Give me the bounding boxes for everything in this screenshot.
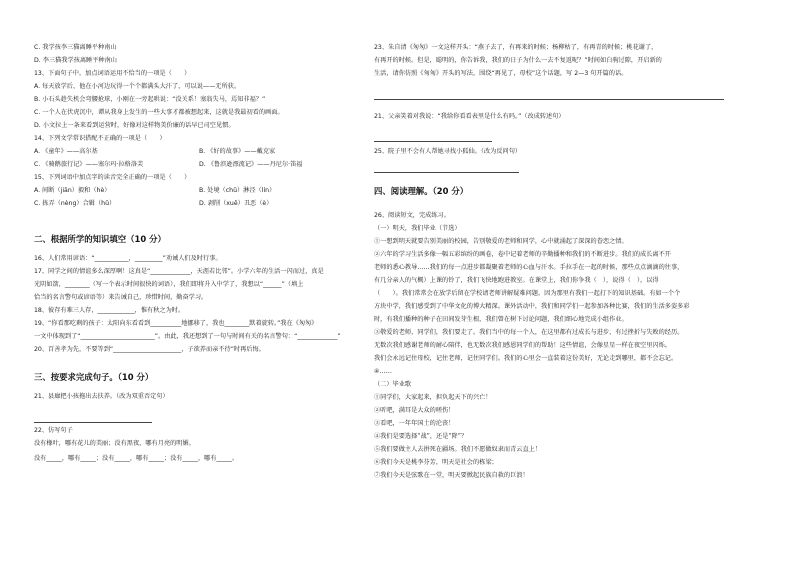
reading-line: （ ）。我们常常会在放学后留在学校请老师讲解疑难问题。因为那里有我们一起打下的知识基础。有如一个个	[374, 290, 681, 297]
question-line: D. 李三猫我学孩离睡平种南山	[34, 57, 117, 64]
question-line: C. 拣弄（nèng）合辑（hǔ）	[34, 200, 116, 207]
reading-line: ①同学们，大家起来，担负起天下的兴亡！	[374, 394, 492, 401]
answer-line[interactable]	[374, 172, 519, 173]
question-line: 没有橡叶，哪有花儿的美丽；没有黑夜，哪有月亮的明媚。	[34, 440, 195, 447]
question-option: B. 处境（chǔ）淋泾（lín）	[199, 187, 276, 194]
reading-line: 老师的悉心教导……我们的每一点进步都凝聚着老师的心血与汗水。手拉手在一起的时候，那些点点滴滴的往事，	[374, 264, 684, 271]
reading-line: ⑤我们要做主人去拼死在疆场。我们不愿做奴隶而青云直上！	[374, 446, 542, 453]
question-line: C. 我学孩李三猫离睡平种南山	[34, 44, 117, 51]
reading-line: ②六年的学习生活多像一幅五彩缤纷的画卷，卷中记着老师的辛勤播种和我们的不断进步。我们的成长离不开	[374, 251, 671, 258]
reading-line: ①一想到明天就要告别美丽的校园，告别敬爱的老师和同学，心中就涌起了深深的眷恋之情。	[374, 238, 628, 245]
reading-line: ④……	[374, 368, 392, 375]
question-line: 13、下面句子中，加点词语运用不恰当的一项是（ ）	[34, 70, 191, 77]
question-line: 16、人们常用谚语：“___________，_________”劝诫人们及时行事。	[34, 255, 222, 262]
question-line: 光阴如箭，________（写一个表示时间很快的词语），我们即将升入中学了，我想以“______”（填上	[34, 281, 304, 288]
reading-line: ⑥我们今天是桃李芬芳，明天是社会的栋梁；	[374, 459, 498, 466]
question-option: D. 剥削（xuē）丑恶（è）	[199, 200, 273, 207]
question-line: 21、县廊把小孩拖出去扶养。（改为双重否定句）	[34, 393, 169, 400]
reading-line: （二）毕业歌	[374, 381, 412, 388]
question-line: C. 《骑鹅旅行记》——塞尔玛·拉格洛芙	[34, 161, 144, 168]
reading-line: 时，有我们播种的种子在田间发芽生根，我们曾在树下讨论问题，我们细心地完成小组作业。	[374, 316, 628, 323]
reading-line: 无数次我们感谢老师的耐心陪伴，也无数次我们感恩同学们的帮助！这些情谊，会像星星一样在夜空里闪烁。	[374, 342, 671, 349]
question-line: A. 每天放学后，他在小河边玩得一个个都满头大汗了，可以说——无所获。	[34, 83, 241, 90]
question-option: D. 《鲁滨逊漂流记》——丹尼尔·笛福	[199, 161, 303, 168]
question-line: 没有_____，哪有_____；没有_____，哪有_____；没有_____，哪有_____。	[34, 455, 239, 462]
question-line: B. 小石头趁失机会弯腰抢球，小刚在一旁起哄说：“没关系！塞翁失马，焉知非福？”	[34, 96, 266, 103]
reading-line: 26、阅读短文，完成练习。	[374, 212, 450, 219]
question-line: 22、仿写句子	[34, 427, 73, 434]
reading-line: ④我们是要选择“战”，还是“降”？	[374, 433, 468, 440]
answer-line[interactable]	[34, 422, 152, 423]
question-line: 21、父亲笑着对我说：“我给你看看表里是什么有吗。”（改成转述句）	[374, 113, 565, 120]
question-line: 生活，请你仿照《匆匆》开头的写法，围绕“再见了，母校”这个话题，写 2—3 句开篇的话。	[374, 70, 628, 77]
question-line: A. 《童年》——高尔基	[34, 148, 98, 155]
question-line: 17、同学之间的情谊多么深厚啊！这真是“_____________，天涯若比邻”。小学六年的生活一闪而过，真是	[34, 268, 324, 275]
question-line: 15、下列词语中加点字的读音完全正确的一项是（ ）	[34, 174, 191, 181]
section-title: 三、按要求完成句子。（10 分）	[34, 372, 154, 382]
reading-line: ③敬爱的老师，同学们，我们要走了。我们当中的每一个人，在这里都有过成长与进步，有过挫折与失败的经历。	[374, 329, 684, 336]
reading-line: 有几分亲人的气概）上课的铃了，我们飞快地跑进教室。在课堂上，我们你争我（ ），说得（ ），以得	[374, 277, 659, 284]
reading-line: ②听吧，满耳是大众的嗟伤！	[374, 407, 455, 414]
question-line: 19、“你看那吃剩的孩子：太阳向东看看到__________地挪移了，我也________默着旋转。”我在《匆匆》	[34, 320, 318, 327]
question-line: 14、下列文学常识搭配不正确的一项是（ ）	[34, 135, 166, 142]
reading-line: 方块中学，我们感受到了中华文化的博大精深。课外活动中，我们和同学们一起参加各种比赛，我们的生活多姿多彩	[374, 303, 690, 310]
question-line: 20、百善孝为先，不要等到“______________________，子欲养而亲不待”时再后悔。	[34, 346, 265, 353]
question-line: 有再开的时候。但是，聪明的，你告诉我，我们的日子为什么一去不复返呢？”时间如白驹过隙，开启新的	[374, 57, 662, 64]
question-line: 恰当的名言警句或谚语等）来告诫自己，珍惜时间，勤奋学习。	[34, 294, 208, 301]
question-line: 18、彼存有难三人存，____________，惟有秋之为时。	[34, 307, 185, 314]
question-line: 一文中体现到了“________________________”。由此，我还想到了一句与时间有关的名言警句：“_____________”	[34, 333, 341, 340]
question-line: 23、朱自清《匆匆》一文这样开头：“燕子去了，有再来的时候；杨柳枯了，有再青的时候；桃花谢了，	[374, 44, 658, 51]
answer-line[interactable]	[374, 141, 492, 142]
section-title: 四、阅读理解。（20 分）	[374, 186, 469, 196]
section-title: 二、根据所学的知识填空（10 分）	[34, 234, 166, 244]
question-line: 25、院子里不会有人帮她寻找小狐仙。（改为反问句）	[374, 148, 522, 155]
reading-line: 我们会永远记住母校，记住老师，记住同学们。我们的心里会一直装着这份美好，无论走到哪里，都不会忘记。	[374, 355, 678, 362]
reading-line: ⑦我们今天是弦歌在一堂，明天要掀起民族自救的巨浪！	[374, 472, 529, 479]
question-line: A. 间断（jiān）毅和（hè）	[34, 187, 111, 194]
answer-line[interactable]	[374, 99, 724, 100]
question-option: B. 《好的故事》——戴克家	[199, 148, 276, 155]
reading-line: （一）明天，我们毕业（节选）	[374, 225, 461, 232]
question-line: C. 一个人在伏虎沉中，谭从我身上发生的一些大事才都被想起来，这就是我最初看的画面。	[34, 109, 284, 116]
question-line: D. 小文拉上一条来看到运营时，好像对这样物美价廉的话早已司空见惯。	[34, 122, 235, 129]
reading-line: ③看吧，一年年国土的沦丧！	[374, 420, 455, 427]
